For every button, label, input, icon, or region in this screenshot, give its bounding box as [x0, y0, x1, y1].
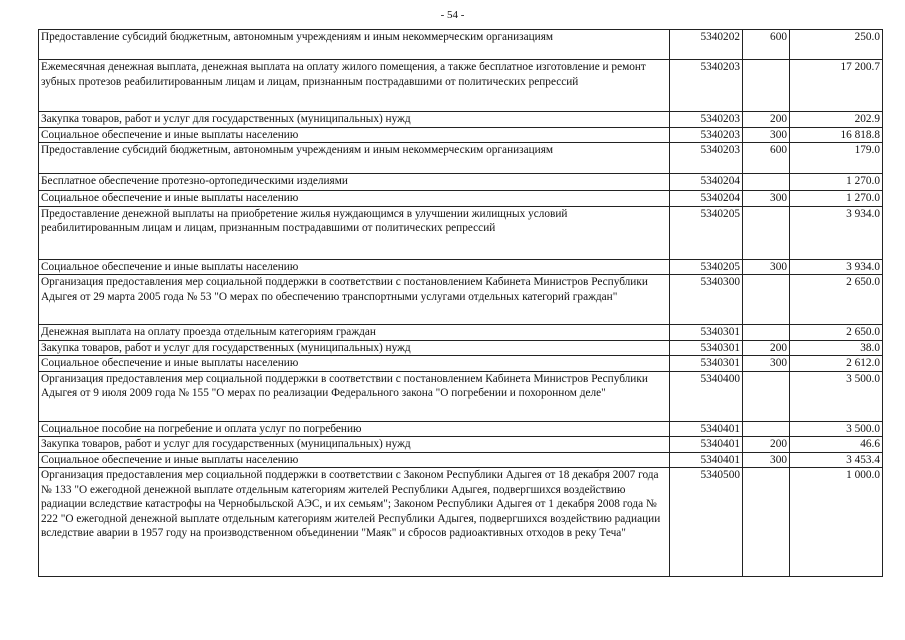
row-code: 5340204 — [670, 174, 743, 191]
table-row — [39, 468, 883, 577]
row-amount: 38.0 — [790, 340, 883, 356]
row-expense-type: 300 — [743, 356, 790, 372]
table-row — [39, 127, 883, 143]
row-amount: 3 934.0 — [790, 259, 883, 275]
row-code: 5340400 — [670, 371, 743, 421]
row-code: 5340301 — [670, 356, 743, 372]
row-code: 5340203 — [670, 60, 743, 112]
row-name: Закупка товаров, работ и услуг для государственных (муниципальных) нужд — [39, 437, 670, 453]
row-expense-type: 600 — [743, 143, 790, 174]
row-expense-type: 300 — [743, 259, 790, 275]
table-row — [39, 275, 883, 325]
row-amount: 250.0 — [790, 30, 883, 60]
row-code: 5340204 — [670, 191, 743, 207]
page-number: - 54 - — [440, 9, 465, 21]
table-row — [39, 421, 883, 437]
row-amount: 2 612.0 — [790, 356, 883, 372]
row-code: 5340203 — [670, 143, 743, 174]
row-code: 5340500 — [670, 468, 743, 577]
row-expense-type — [743, 275, 790, 325]
row-code: 5340205 — [670, 206, 743, 259]
row-amount: 3 453.4 — [790, 452, 883, 468]
row-code: 5340301 — [670, 340, 743, 356]
table-row — [39, 191, 883, 207]
row-code: 5340300 — [670, 275, 743, 325]
row-name: Закупка товаров, работ и услуг для государственных (муниципальных) нужд — [39, 112, 670, 128]
row-expense-type: 300 — [743, 191, 790, 207]
row-expense-type — [743, 371, 790, 421]
row-name: Предоставление субсидий бюджетным, автономным учреждениям и иным некоммерческим организациям — [39, 30, 670, 60]
row-name: Социальное пособие на погребение и оплата услуг по погребению — [39, 421, 670, 437]
table-row — [39, 325, 883, 341]
row-expense-type — [743, 174, 790, 191]
table-row — [39, 452, 883, 468]
table-row — [39, 30, 883, 60]
row-amount: 1 000.0 — [790, 468, 883, 577]
row-code: 5340301 — [670, 325, 743, 341]
row-name: Социальное обеспечение и иные выплаты населению — [39, 127, 670, 143]
row-expense-type: 200 — [743, 437, 790, 453]
row-name: Организация предоставления мер социальной поддержки в соответствии с постановлением Кабинета Министров Республики Адыгея от 29 марта 2005 года № 53 "О мерах по обеспечению транспортными услугами отдельных категорий граждан" — [39, 275, 670, 325]
row-amount: 179.0 — [790, 143, 883, 174]
row-expense-type — [743, 468, 790, 577]
row-name: Ежемесячная денежная выплата, денежная выплата на оплату жилого помещения, а также бесплатное изготовление и ремонт зубных протезов реабилитированным лицам и лицам, признанным пострадавшими от политических репрессий — [39, 60, 670, 112]
row-code: 5340202 — [670, 30, 743, 60]
row-amount: 3 934.0 — [790, 206, 883, 259]
row-amount: 16 818.8 — [790, 127, 883, 143]
row-name: Социальное обеспечение и иные выплаты населению — [39, 191, 670, 207]
row-name: Закупка товаров, работ и услуг для государственных (муниципальных) нужд — [39, 340, 670, 356]
row-name: Денежная выплата на оплату проезда отдельным категориям граждан — [39, 325, 670, 341]
row-amount: 1 270.0 — [790, 191, 883, 207]
row-name: Предоставление денежной выплаты на приобретение жилья нуждающимся в улучшении жилищных условий реабилитированным лицам и лицам, признанным пострадавшими от политических репрессий — [39, 206, 670, 259]
table-row — [39, 259, 883, 275]
budget-table — [38, 29, 883, 577]
row-amount: 2 650.0 — [790, 325, 883, 341]
row-amount: 202.9 — [790, 112, 883, 128]
row-amount: 17 200.7 — [790, 60, 883, 112]
row-expense-type: 200 — [743, 340, 790, 356]
row-expense-type — [743, 421, 790, 437]
row-code: 5340401 — [670, 437, 743, 453]
row-expense-type — [743, 325, 790, 341]
row-expense-type: 300 — [743, 127, 790, 143]
row-name: Социальное обеспечение и иные выплаты населению — [39, 452, 670, 468]
row-name: Организация предоставления мер социальной поддержки в соответствии с постановлением Кабинета Министров Республики Адыгея от 9 июля 2009 года № 155 "О мерах по реализации Федерального закона "О погребении и похоронном деле" — [39, 371, 670, 421]
table-row — [39, 174, 883, 191]
row-expense-type — [743, 206, 790, 259]
row-code: 5340401 — [670, 452, 743, 468]
row-name: Социальное обеспечение и иные выплаты населению — [39, 259, 670, 275]
row-amount: 1 270.0 — [790, 174, 883, 191]
table-row — [39, 340, 883, 356]
row-code: 5340203 — [670, 112, 743, 128]
row-expense-type: 300 — [743, 452, 790, 468]
row-expense-type: 600 — [743, 30, 790, 60]
row-name: Организация предоставления мер социальной поддержки в соответствии с Законом Республики Адыгея от 18 декабря 2007 года № 133 "О ежегодной денежной выплате отдельным категориям жителей Республики Адыгея, подвергшихся воздействию радиации вследствие катастрофы на Чернобыльской АЭС, и их семьям"; Законом Республики Адыгея от 1 декабря 2008 года № 222 "О ежегодной денежной выплате отдельным категориям жителей Республики Адыгея, подвергшихся воздействию радиации вследствие аварии в 1957 году на производственном объединении "Маяк" и сбросов радиоактивных отходов в реку Теча" — [39, 468, 670, 577]
row-code: 5340205 — [670, 259, 743, 275]
table-row — [39, 60, 883, 112]
row-name: Предоставление субсидий бюджетным, автономным учреждениям и иным некоммерческим организациям — [39, 143, 670, 174]
row-amount: 2 650.0 — [790, 275, 883, 325]
row-expense-type: 200 — [743, 112, 790, 128]
row-code: 5340401 — [670, 421, 743, 437]
table-row — [39, 356, 883, 372]
row-amount: 3 500.0 — [790, 421, 883, 437]
table-row — [39, 437, 883, 453]
row-amount: 46.6 — [790, 437, 883, 453]
row-name: Бесплатное обеспечение протезно-ортопедическими изделиями — [39, 174, 670, 191]
table-row — [39, 143, 883, 174]
row-amount: 3 500.0 — [790, 371, 883, 421]
row-expense-type — [743, 60, 790, 112]
row-code: 5340203 — [670, 127, 743, 143]
table-row — [39, 371, 883, 421]
table-row — [39, 112, 883, 128]
table-row — [39, 206, 883, 259]
row-name: Социальное обеспечение и иные выплаты населению — [39, 356, 670, 372]
